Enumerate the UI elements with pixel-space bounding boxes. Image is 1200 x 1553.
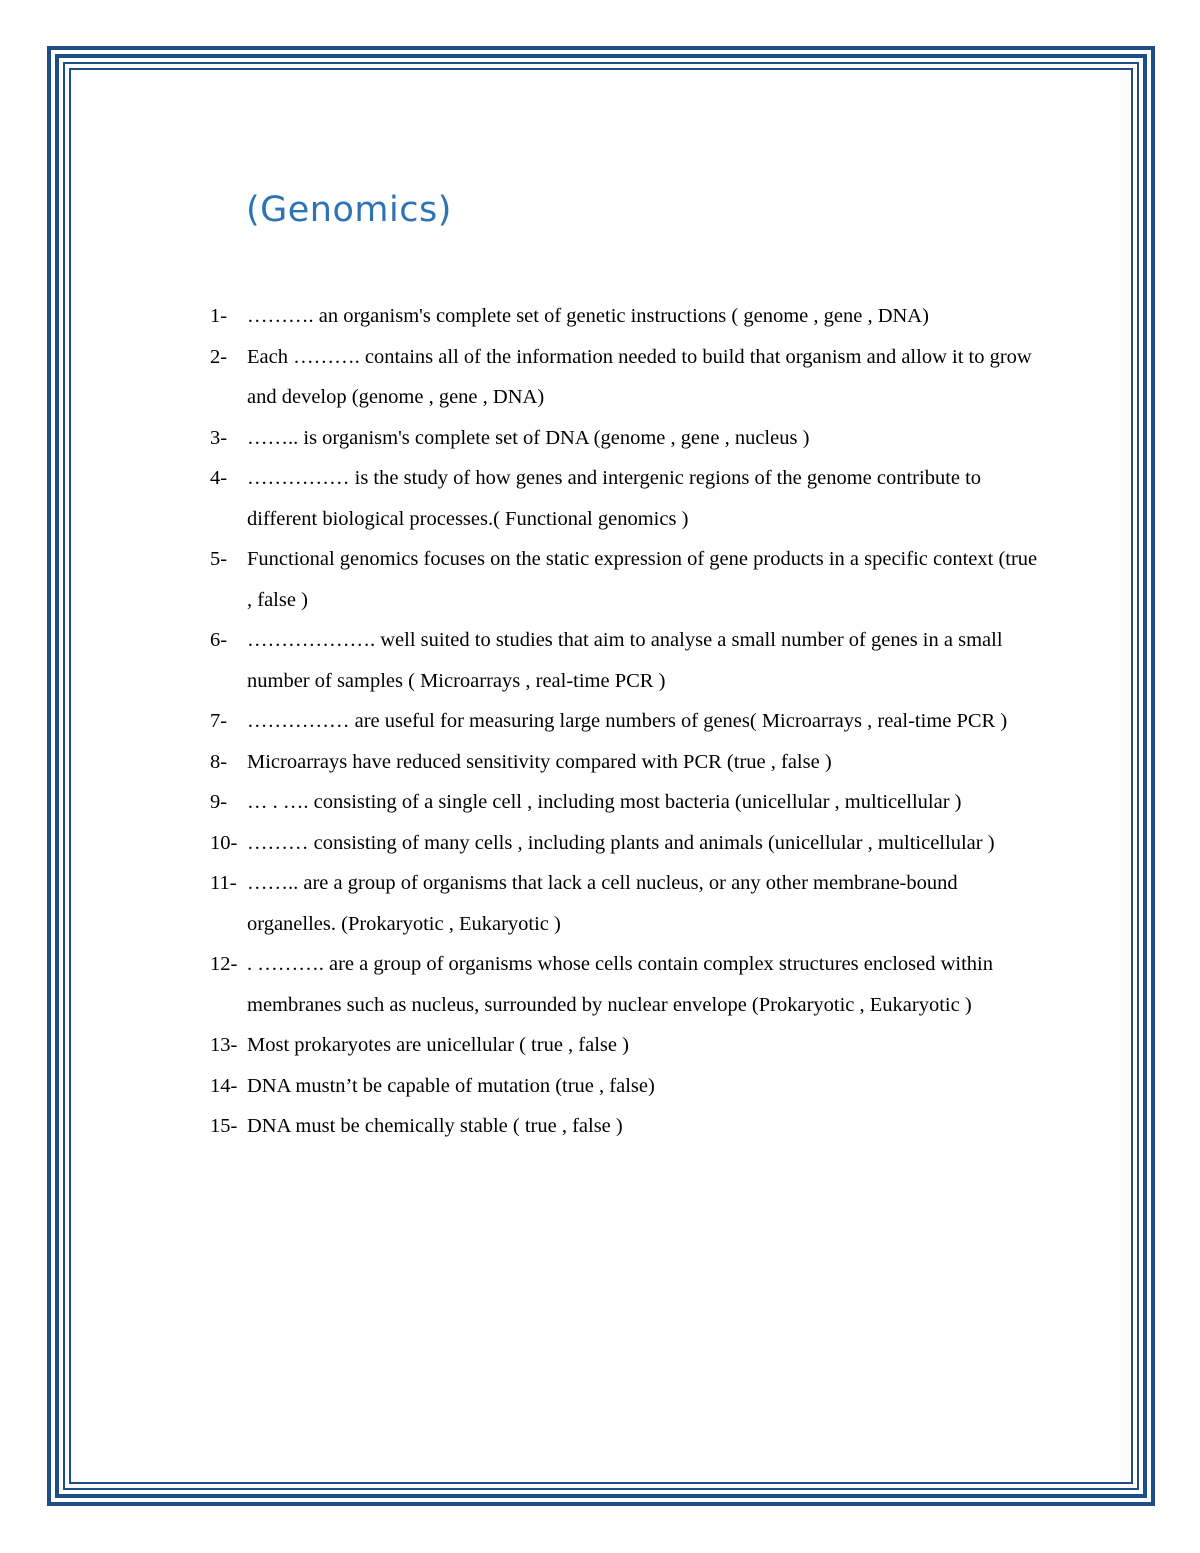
question-number: 9- <box>210 791 228 813</box>
question-item-15 <box>210 1106 1040 1147</box>
question-item-14 <box>210 1066 1040 1107</box>
question-text: …………… is the study of how genes and intergenic regions of the genome contribute to different biological processes.( Functional genomics ) <box>247 467 982 530</box>
question-number: 10- <box>210 831 238 854</box>
question-number: 15- <box>210 1115 238 1137</box>
question-number: 14- <box>210 1074 238 1097</box>
question-text: Each ………. contains all of the information needed to build that organism and allow it to grow and develop (genome , gene , DNA) <box>247 345 1032 408</box>
question-item-2 <box>210 337 1040 418</box>
question-text: DNA must be chemically stable ( true , false ) <box>247 1115 623 1137</box>
question-number: 3- <box>210 426 228 449</box>
question-number: 2- <box>210 345 228 368</box>
question-text: … . …. consisting of a single cell , including most bacteria (unicellular , multicellular ) <box>247 791 962 813</box>
question-text: ………. an organism's complete set of genetic instructions ( genome , gene , DNA) <box>247 305 929 327</box>
question-item-8 <box>210 742 1040 783</box>
question-item-11 <box>210 863 1040 944</box>
question-item-13 <box>210 1025 1040 1066</box>
question-item-1 <box>210 296 1040 337</box>
question-item-4 <box>210 458 1040 539</box>
question-number: 13- <box>210 1034 238 1056</box>
question-text: Most prokaryotes are unicellular ( true , false ) <box>247 1034 629 1056</box>
question-text: Functional genomics focuses on the static expression of gene products in a specific context (true , false ) <box>247 548 1038 611</box>
question-text: …….. are a group of organisms that lack a cell nucleus, or any other membrane-bound organelles. (Prokaryotic , Eukaryotic ) <box>247 872 958 935</box>
question-number: 11- <box>210 872 237 894</box>
question-item-3 <box>210 418 1040 459</box>
question-number: 8- <box>210 750 228 773</box>
question-item-12 <box>210 944 1040 1025</box>
question-item-10 <box>210 823 1040 864</box>
question-text: ………………. well suited to studies that aim to analyse a small number of genes in a small number of samples ( Microarrays , real-time PCR ) <box>247 629 1003 692</box>
question-number: 5- <box>210 548 228 570</box>
question-text: Microarrays have reduced sensitivity compared with PCR (true , false ) <box>247 750 832 773</box>
question-text: ……… consisting of many cells , including plants and animals (unicellular , multicellular ) <box>247 831 995 854</box>
question-item-7 <box>210 701 1040 742</box>
document-title: (Genomics) <box>246 190 452 230</box>
question-number: 7- <box>210 710 228 732</box>
question-item-5 <box>210 539 1040 620</box>
question-text: DNA mustn’t be capable of mutation (true , false) <box>247 1074 655 1097</box>
question-number: 4- <box>210 467 228 489</box>
question-number: 1- <box>210 305 228 327</box>
question-text: …….. is organism's complete set of DNA (genome , gene , nucleus ) <box>247 426 810 449</box>
question-list <box>210 296 1040 1147</box>
question-item-9 <box>210 782 1040 823</box>
question-item-6 <box>210 620 1040 701</box>
question-text: …………… are useful for measuring large numbers of genes( Microarrays , real-time PCR ) <box>247 710 1008 732</box>
question-text: . ………. are a group of organisms whose cells contain complex structures enclosed within membranes such as nucleus, surrounded by nuclear envelope (Prokaryotic , Eukaryotic ) <box>247 953 993 1016</box>
question-number: 6- <box>210 629 228 651</box>
question-number: 12- <box>210 953 238 975</box>
